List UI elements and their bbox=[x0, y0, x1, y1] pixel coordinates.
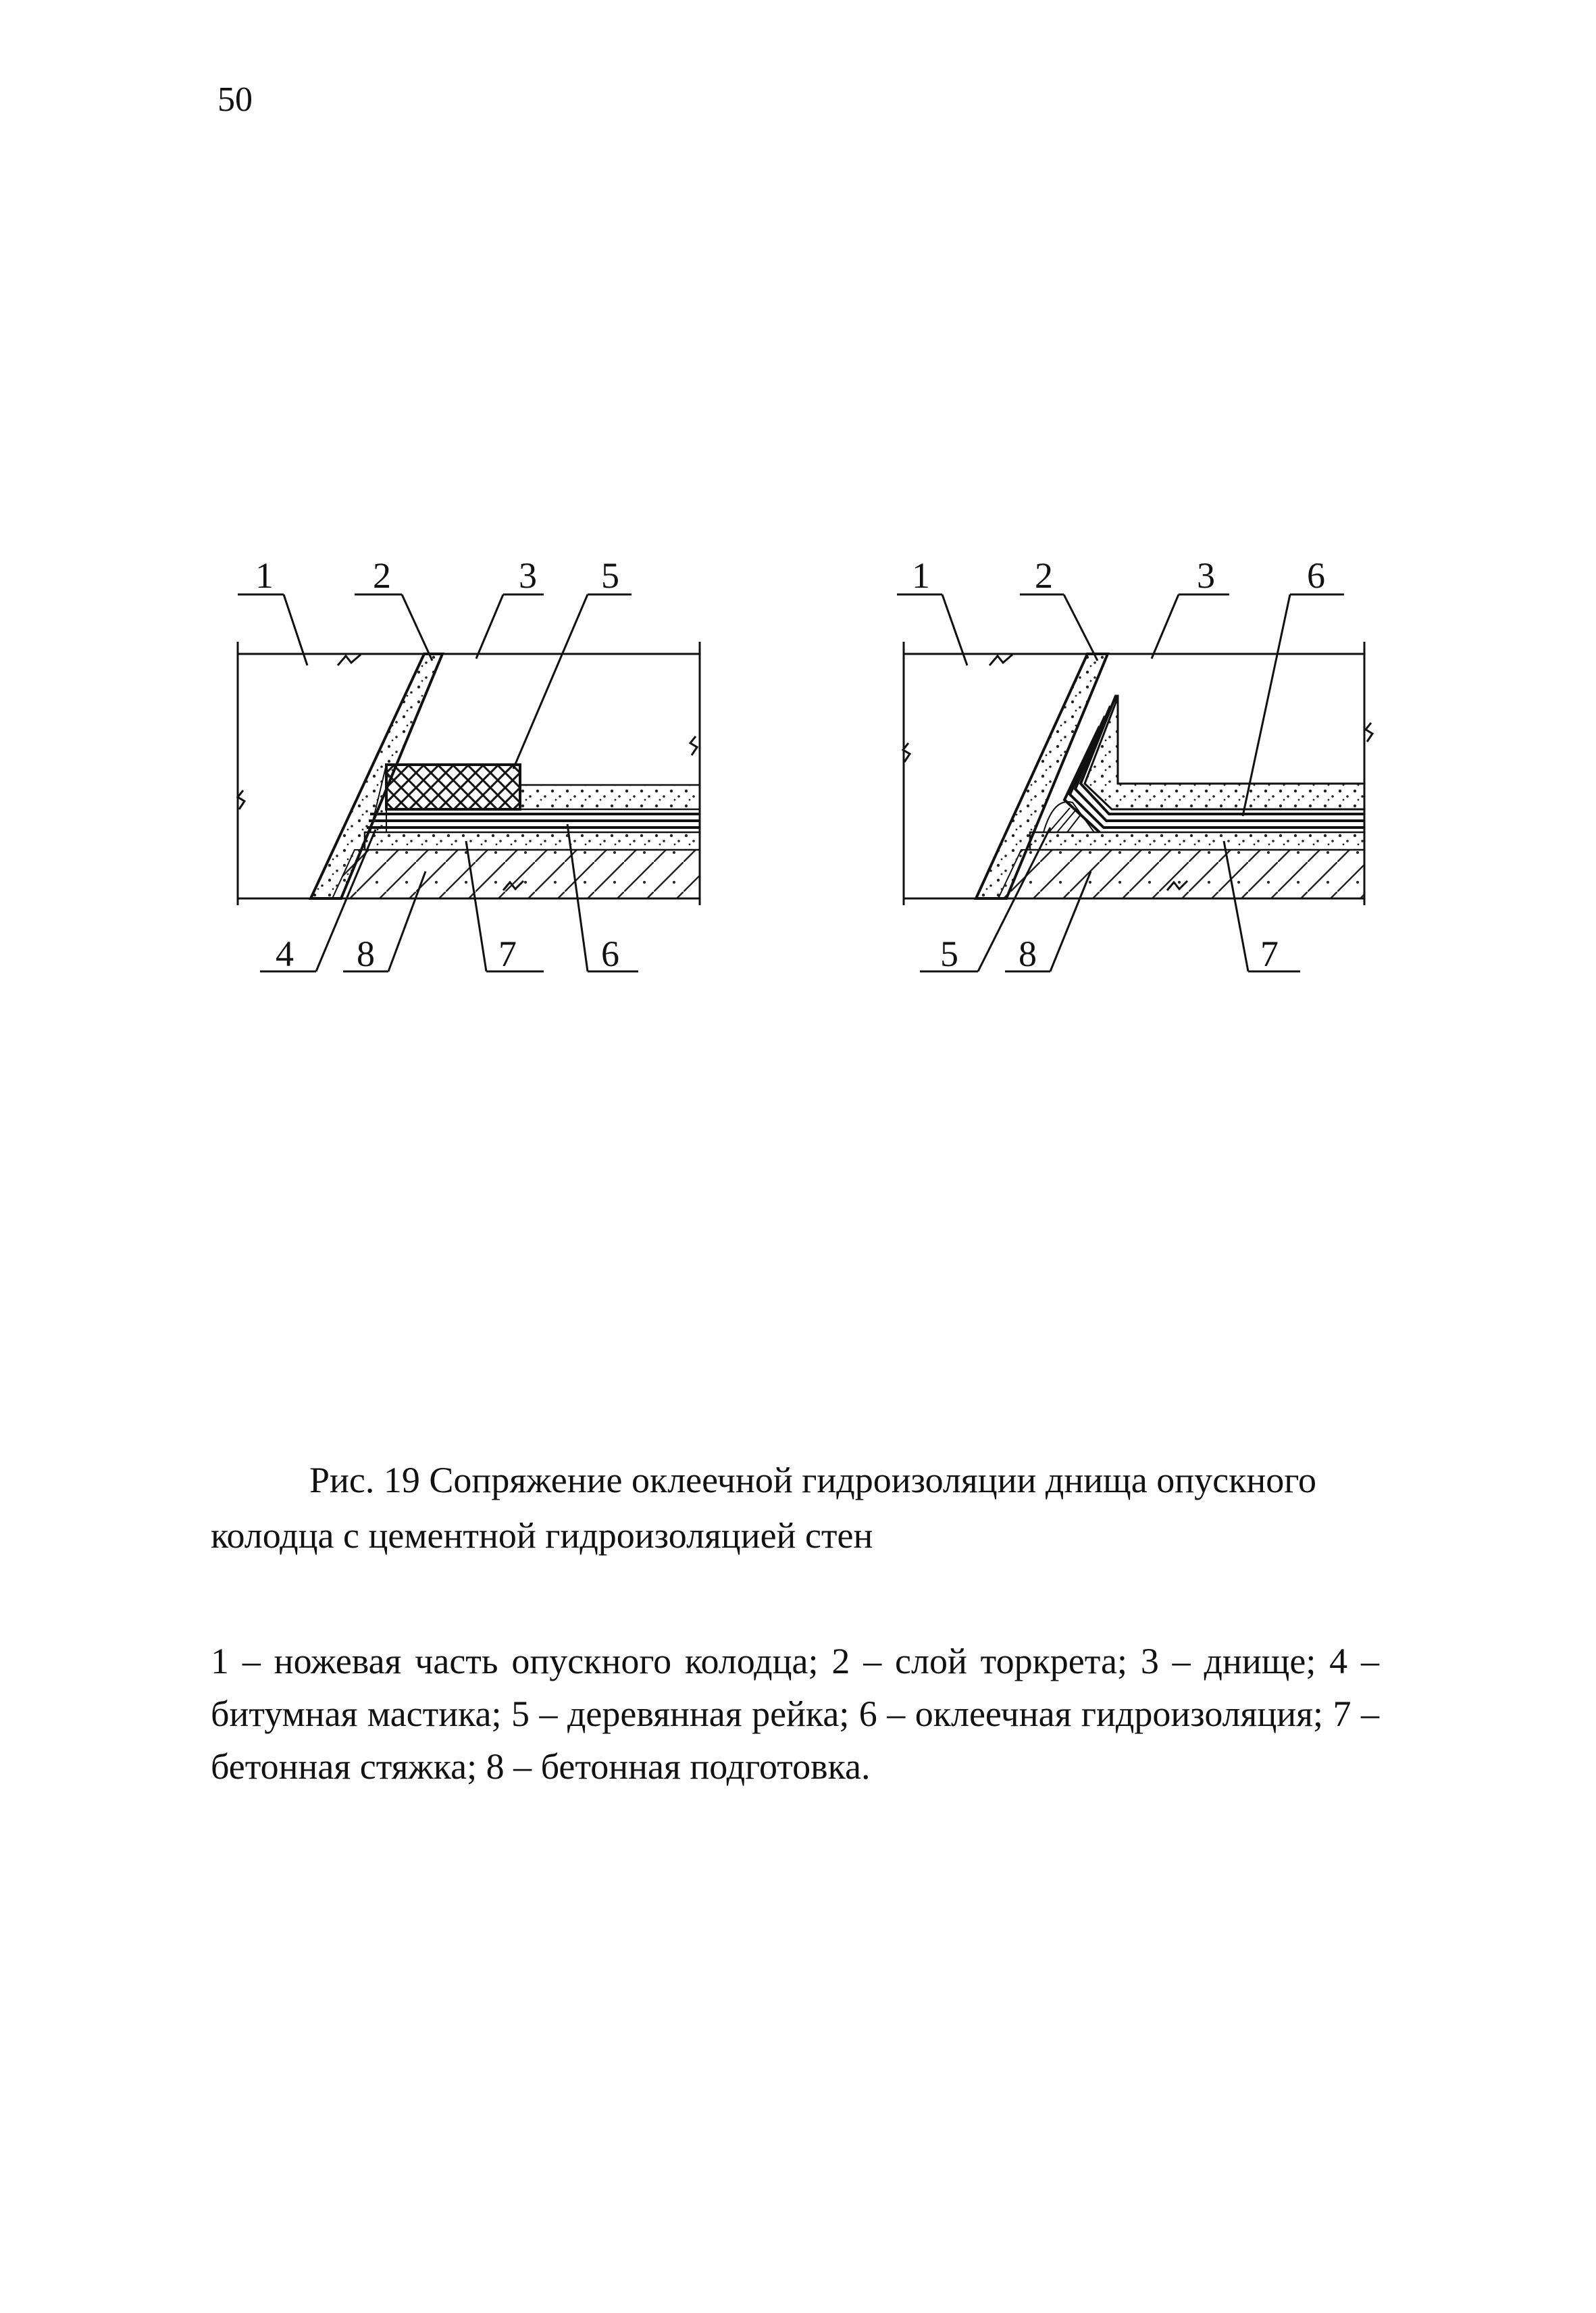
left-label-7: 7 bbox=[498, 934, 517, 974]
figure-caption: Рис. 19 Сопряжение оклеечной гидроизоляции днища опускного колодца с цементной гидроизоляцией стен bbox=[211, 1460, 1317, 1556]
left-label-1: 1 bbox=[255, 555, 274, 596]
right-label-7: 7 bbox=[1260, 934, 1279, 974]
right-label-6: 6 bbox=[1307, 555, 1325, 596]
page-number: 50 bbox=[217, 80, 253, 119]
left-label-3: 3 bbox=[519, 555, 537, 596]
figure-left bbox=[238, 555, 700, 974]
figure-legend: 1 – ножевая часть опускного колодца; 2 – слой торкрета; 3 – днище; 4 – битумная мастика; 5 – деревянная рейка; 6 – оклеечная гидроизоляция; 7 – бетонная стяжка; 8 – бетонная подготовка. bbox=[211, 1641, 1379, 1787]
right-label-5: 5 bbox=[940, 934, 958, 974]
left-label-8: 8 bbox=[357, 934, 375, 974]
left-label-4: 4 bbox=[276, 934, 294, 974]
right-label-1: 1 bbox=[912, 555, 930, 596]
right-label-8: 8 bbox=[1019, 934, 1037, 974]
left-label-2: 2 bbox=[373, 555, 391, 596]
right-label-2: 2 bbox=[1035, 555, 1053, 596]
left-label-5: 5 bbox=[601, 555, 619, 596]
left-label-6: 6 bbox=[601, 934, 619, 974]
right-label-3: 3 bbox=[1197, 555, 1215, 596]
figure-right bbox=[897, 555, 1372, 974]
